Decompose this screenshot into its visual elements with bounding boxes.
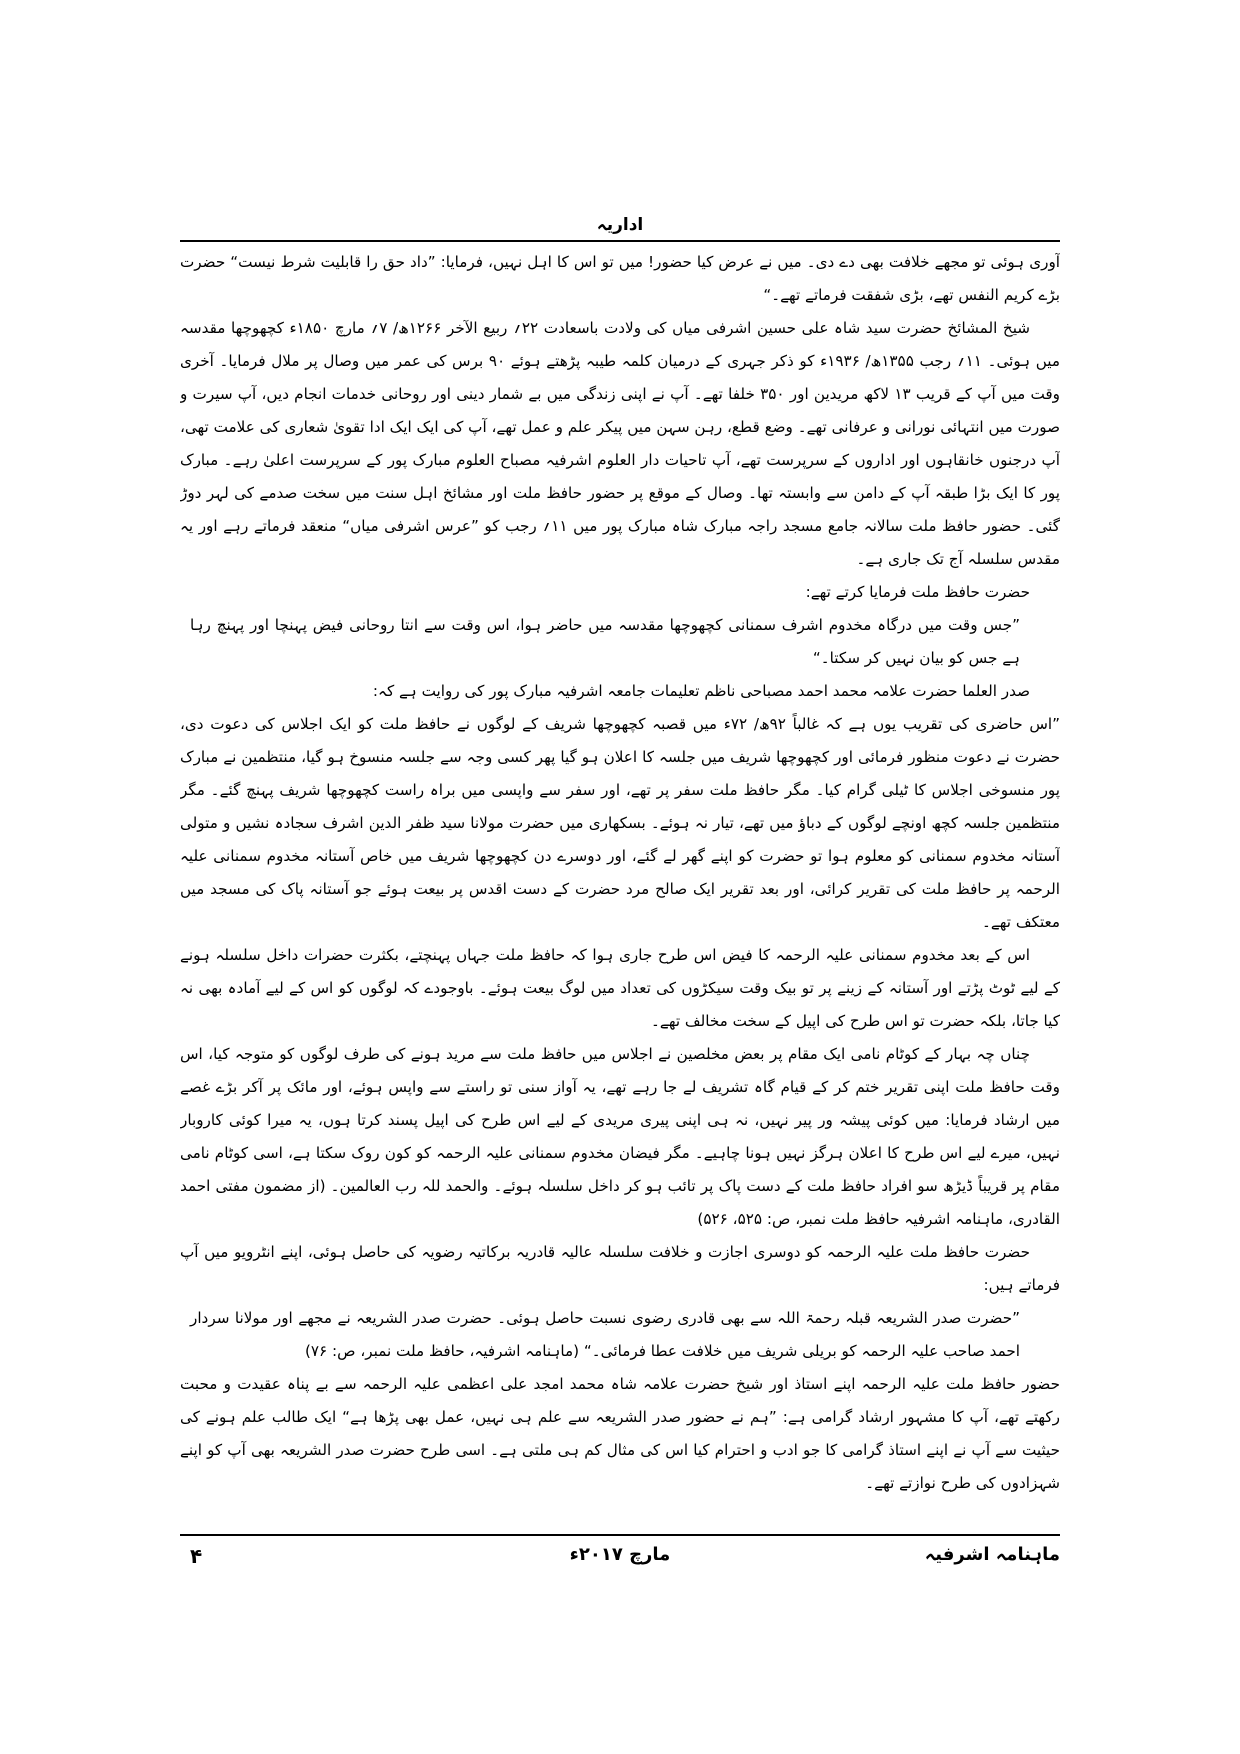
paragraph-8: حضرت حافظ ملت علیہ الرحمہ کو دوسری اجازت و خلافت سلسلہ عالیہ قادریہ برکاتیہ رضویہ کی حاصل ہوئی، اپنے انٹرویو میں آپ فرماتے ہیں: — [180, 1243, 1060, 1294]
paragraph-6: اس کے بعد مخدوم سمنانی علیہ الرحمہ کا فیض اس طرح جاری ہوا کہ حافظ ملت جہاں پہنچتے، بکثرت حضرات داخل سلسلہ ہونے کے لیے ٹوٹ پڑتے اور آستانہ کے زینے پر تو بیک وقت سیکڑوں کی تعداد میں لوگ بیعت ہوئے۔ باوجودے کہ لوگوں کو اس کے لیے آمادہ بھی نہ کیا جاتا، بلکہ حضرت تو اس طرح کی اپیل کے سخت مخالف تھے۔ — [180, 946, 1060, 1030]
page-number: ۴ — [190, 1544, 203, 1568]
paragraph-5: ”اس حاضری کی تقریب یوں ہے کہ غالباً ۹۲ھ/ ۷۲ء میں قصبہ کچھوچھا شریف کے لوگوں نے حافظ ملت کو ایک اجلاس کی دعوت دی، حضرت نے دعوت منظور فرمائی اور کچھوچھا شریف میں جلسہ کا اعلان ہو گیا پھر کسی وجہ سے جلسہ منسوخ ہو گیا، منتظمین نے مبارک پور منسوخی اجلاس کا ٹیلی گرام کیا۔ مگر حافظ ملت سفر پر تھے، اور سفر سے واپسی میں براہ راست کچھوچھا شریف پہنچ گئے۔ مگر منتظمین جلسہ کچھ اونچے لوگوں کے دباؤ میں تھے، تیار نہ ہوئے۔ بسکھاری میں حضرت مولانا سید ظفر الدین اشرف سجادہ نشیں و متولی آستانہ مخدوم سمنانی کو معلوم ہوا تو حضرت کو اپنے گھر لے گئے، اور دوسرے دن کچھوچھا شریف میں خاص آستانہ مخدوم سمنانی علیہ الرحمہ پر حافظ ملت کی تقریر کرائی، اور بعد تقریر ایک صالح مرد حضرت کے دست اقدس پر بیعت ہوئے جو آستانہ پاک کی مسجد میں معتکف تھے۔ — [180, 715, 1060, 931]
issue-date: مارچ ۲۰۱۷ء — [569, 1544, 671, 1565]
paragraph-1: آوری ہوئی تو مجھے خلافت بھی دے دی۔ میں نے عرض کیا حضور! میں تو اس کا اہل نہیں، فرمایا: ”داد حق را قابلیت شرط نیست“ حضرت بڑے کریم النفس تھے، بڑی شفقت فرماتے تھے۔“ — [180, 253, 1060, 304]
paragraph-3: حضرت حافظ ملت فرمایا کرتے تھے: — [805, 583, 1030, 601]
paragraph-2: شیخ المشائخ حضرت سید شاہ علی حسین اشرفی میاں کی ولادت باسعادت ۲۲؍ ربیع الآخر ۱۲۶۶ھ/ ۷؍ مارچ ۱۸۵۰ء کچھوچھا مقدسہ میں ہوئی۔ ۱۱؍ رجب ۱۳۵۵ھ/ ۱۹۳۶ء کو ذکر جہری کے درمیان کلمہ طیبہ پڑھتے ہوئے ۹۰ برس کی عمر میں وصال پر ملال فرمایا۔ آخری وقت میں آپ کے قریب ۱۳ لاکھ مریدین اور ۳۵۰ خلفا تھے۔ آپ نے اپنی زندگی میں بے شمار دینی اور روحانی خدمات انجام دیں، آپ سیرت و صورت میں انتہائی نورانی و عرفانی تھے۔ وضع قطع، رہن سہن میں پیکر علم و عمل تھے، آپ کی ایک ایک ادا تقویٰ شعاری کی علامت تھی، آپ درجنوں خانقاہوں اور اداروں کے سرپرست تھے، آپ تاحیات دار العلوم اشرفیہ مصباح العلوم مبارک پور کے سرپرست اعلیٰ رہے۔ مبارک پور کا ایک بڑا طبقہ آپ کے دامن سے وابستہ تھا۔ وصال کے موقع پر حضور حافظ ملت اور مشائخ اہل سنت میں سخت صدمے کی لہر دوڑ گئی۔ حضور حافظ ملت سالانہ جامع مسجد راجہ مبارک شاہ مبارک پور میں ۱۱؍ رجب کو ”عرس اشرفی میاں“ منعقد فرماتے رہے اور یہ مقدس سلسلہ آج تک جاری ہے۔ — [180, 319, 1060, 568]
footer-divider — [180, 1534, 1060, 1536]
magazine-name: ماہنامہ اشرفیہ — [924, 1544, 1060, 1565]
article-body — [180, 246, 1060, 1528]
page-header-title: اداریہ — [596, 215, 644, 235]
header-divider — [180, 240, 1060, 242]
paragraph-7: چناں چہ بہار کے کوٹام نامی ایک مقام پر بعض مخلصین نے اجلاس میں حافظ ملت سے مرید ہونے کی طرف لوگوں کو متوجہ کیا، اس وقت حافظ ملت اپنی تقریر ختم کر کے قیام گاہ تشریف لے جا رہے تھے، یہ آواز سنی تو راستے سے واپس ہوئے، اور مائک پر آکر بڑے غصے میں ارشاد فرمایا: میں کوئی پیشہ ور پیر نہیں، نہ ہی اپنی پیری مریدی کے لیے اس طرح کی اپیل پسند کرتا ہوں، یہ میرا کوئی کاروبار نہیں، میرے لیے اس طرح کا اعلان ہرگز نہیں ہونا چاہیے۔ مگر فیضان مخدوم سمنانی علیہ الرحمہ کو کون روک سکتا ہے، اسی کوٹام نامی مقام پر قریباً ڈیڑھ سو افراد حافظ ملت کے دست پاک پر تائب ہو کر داخل سلسلہ ہوئے۔ والحمد للہ رب العالمین۔ (از مضمون مفتی احمد القادری، ماہنامہ اشرفیہ حافظ ملت نمبر، ص: ۵۲۵، ۵۲۶) — [180, 1045, 1060, 1228]
paragraph-4: صدر العلما حضرت علامہ محمد احمد مصباحی ناظم تعلیمات جامعہ اشرفیہ مبارک پور کی روایت ہے کہ: — [372, 682, 1030, 700]
quote-2: ”حضرت صدر الشریعہ قبلہ رحمۃ اللہ سے بھی قادری رضوی نسبت حاصل ہوئی۔ حضرت صدر الشریعہ نے مجھے اور مولانا سردار احمد صاحب علیہ الرحمہ کو بریلی شریف میں خلافت عطا فرمائی۔“ (ماہنامہ اشرفیہ، حافظ ملت نمبر، ص: ۷۶) — [190, 1309, 1020, 1360]
quote-1: ”جس وقت میں درگاہ مخدوم اشرف سمنانی کچھوچھا مقدسہ میں حاضر ہوا، اس وقت سے انتا روحانی فیض پہنچا اور پہنچ رہا ہے جس کو بیان نہیں کر سکتا۔“ — [190, 616, 1020, 667]
page-footer — [180, 1544, 1060, 1578]
paragraph-9: حضور حافظ ملت علیہ الرحمہ اپنے استاذ اور شیخ حضرت علامہ شاہ محمد امجد علی اعظمی علیہ الرحمہ سے بے پناہ عقیدت و محبت رکھتے تھے، آپ کا مشہور ارشاد گرامی ہے: ”ہم نے حضور صدر الشریعہ سے علم ہی نہیں، عمل بھی پڑھا ہے“ ایک طالب علم ہونے کی حیثیت سے آپ نے اپنے استاذ گرامی کا جو ادب و احترام کیا اس کی مثال کم ہی ملتی ہے۔ اسی طرح حضرت صدر الشریعہ بھی آپ کو اپنے شہزادوں کی طرح نوازتے تھے۔ — [180, 1375, 1060, 1492]
